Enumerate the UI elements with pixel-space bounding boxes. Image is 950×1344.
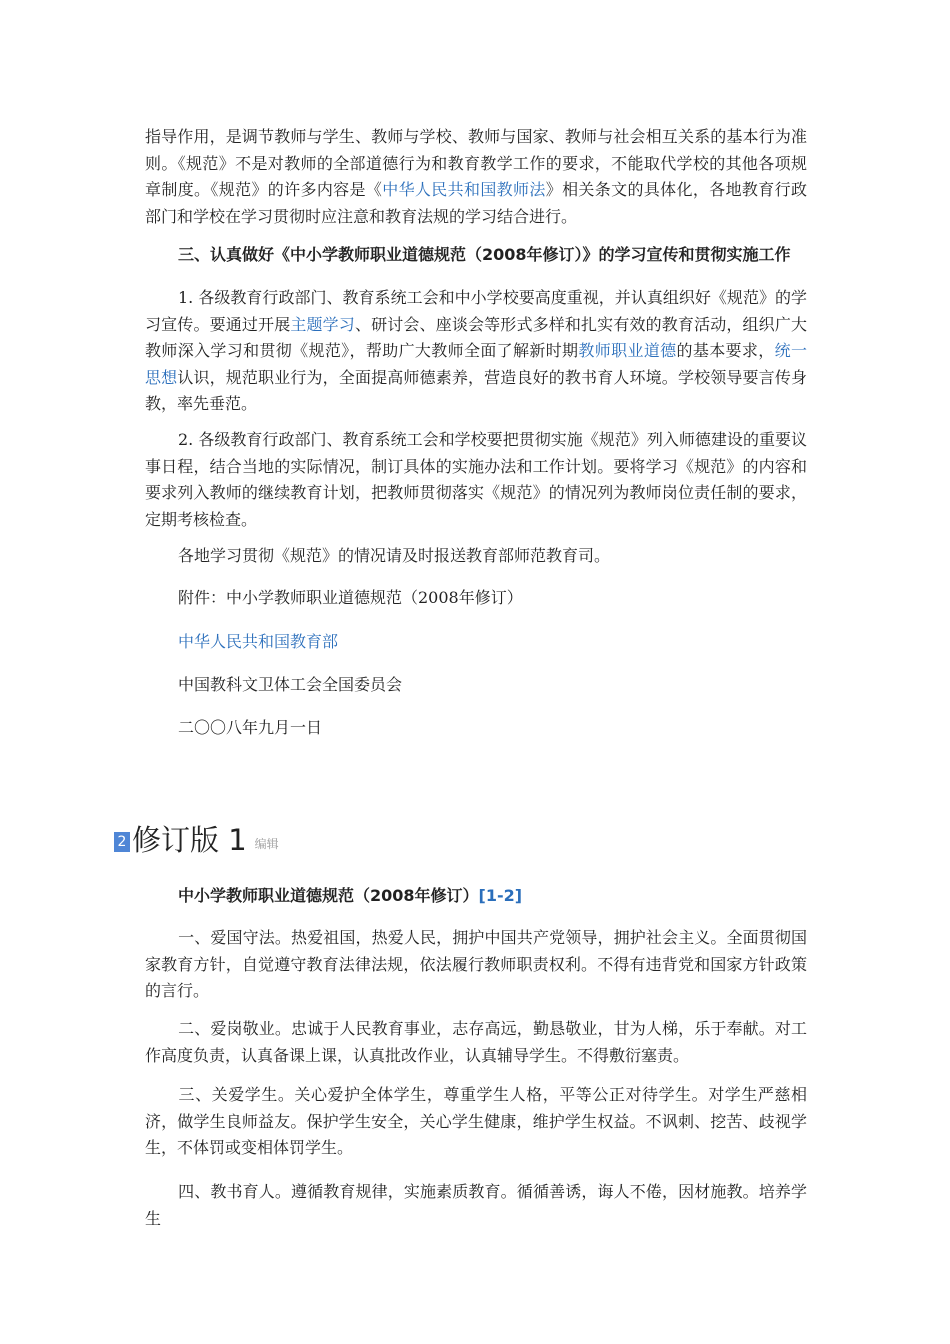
heading-title: 修订版 1 — [132, 823, 247, 857]
text: 2. 各级教育行政部门、教育系统工会和学校要把贯彻实施《规范》列入师德建设的重要议事日程，结合当地的实际情况，制订具体的实施办法和工作计划。要将学习《规范》的内容和要求列入教师的继续教育计划，把教师贯彻落实《规范》的情况列为教师岗位责任制的要求，定期考核检查。 — [145, 430, 807, 529]
text: 一、爱国守法。热爱祖国，热爱人民，拥护中国共产党领导，拥护社会主义。全面贯彻国家教育方针，自觉遵守教育法律法规，依法履行教师职责权利。不得有违背党和国家方针政策的言行。 — [145, 928, 807, 1000]
edit-link[interactable]: 编辑 — [254, 837, 279, 851]
text: 1. 各级教育行政部门、教育系统工会和中小学校要高度重视，并认真组织好《规范》的学习宣传。要通过开展 — [145, 288, 807, 334]
paragraph-item-1 — [145, 285, 807, 418]
rule-item — [145, 1179, 807, 1232]
link-teachers-law[interactable]: 中华人民共和国教师法 — [382, 180, 546, 199]
text: 、研讨会、座谈会等形式多样和扎实有效的教育活动，组织广大教师深入学习和贯彻《规范》，帮助广大教师全面了解新时期 — [145, 314, 807, 360]
heading-number-badge: 2 — [114, 832, 130, 852]
date-line: 二〇〇八年九月一日 — [178, 718, 323, 737]
text: 三、关爱学生。关心爱护全体学生，尊重学生人格，平等公正对待学生。对学生严慈相济，做学生良师益友。保护学生安全，关心学生健康，维护学生权益。不讽刺、挖苦、歧视学生，不体罚或变相体罚学生。 — [145, 1085, 807, 1157]
rule-item — [145, 1082, 807, 1162]
section-3-title: 三、认真做好《中小学教师职业道德规范（2008年修订）》的学习宣传和贯彻实施工作 — [178, 245, 791, 264]
text: 二、爱岗敬业。忠诚于人民教育事业，志存高远，勤恳敬业，甘为人梯，乐于奉献。对工作高度负责，认真备课上课，认真批改作业，认真辅导学生。不得敷衍塞责。 — [145, 1019, 807, 1065]
revision-title — [178, 883, 522, 909]
text: 中小学教师职业道德规范（2008年修订） — [178, 886, 479, 905]
link-unify-thought[interactable]: 统一思想 — [145, 341, 807, 387]
paragraph-item-2 — [145, 427, 807, 533]
text: 四、教书育人。遵循教育规律，实施素质教育。循循善诱，诲人不倦，因材施教。培养学生 — [145, 1182, 807, 1228]
text: 指导作用，是调节教师与学生、教师与学校、教师与国家、教师与社会相互关系的基本行为准则。《规范》不是对教师的全部道德行为和教育教学工作的要求，不能取代学校的其他各项规章制度。《规范》的许多内容是《 — [145, 127, 807, 199]
text: 认识，规范职业行为，全面提高师德素养，营造良好的教书育人环境。学校领导要言传身教，率先垂范。 — [145, 367, 807, 413]
section-heading-revision — [114, 818, 279, 858]
reference-link[interactable]: [1-2] — [478, 886, 523, 905]
rule-item — [145, 925, 807, 1005]
text: 》相关条文的具体化，各地教育行政部门和学校在学习贯彻时应注意和教育法规的学习结合进行。 — [145, 180, 807, 226]
link-teacher-ethics[interactable]: 教师职业道德 — [578, 341, 677, 360]
link-ministry-of-education[interactable]: 中华人民共和国教育部 — [178, 632, 339, 651]
link-theme-study[interactable]: 主题学习 — [290, 314, 355, 334]
signer-union: 中国教科文卫体工会全国委员会 — [178, 675, 403, 694]
paragraph-norms-intro — [145, 124, 807, 230]
text: 的基本要求， — [676, 341, 775, 360]
attachment-line: 附件：中小学教师职业道德规范（2008年修订） — [178, 588, 523, 607]
report-note: 各地学习贯彻《规范》的情况请及时报送教育部师范教育司。 — [178, 546, 611, 565]
rule-item — [145, 1016, 807, 1069]
